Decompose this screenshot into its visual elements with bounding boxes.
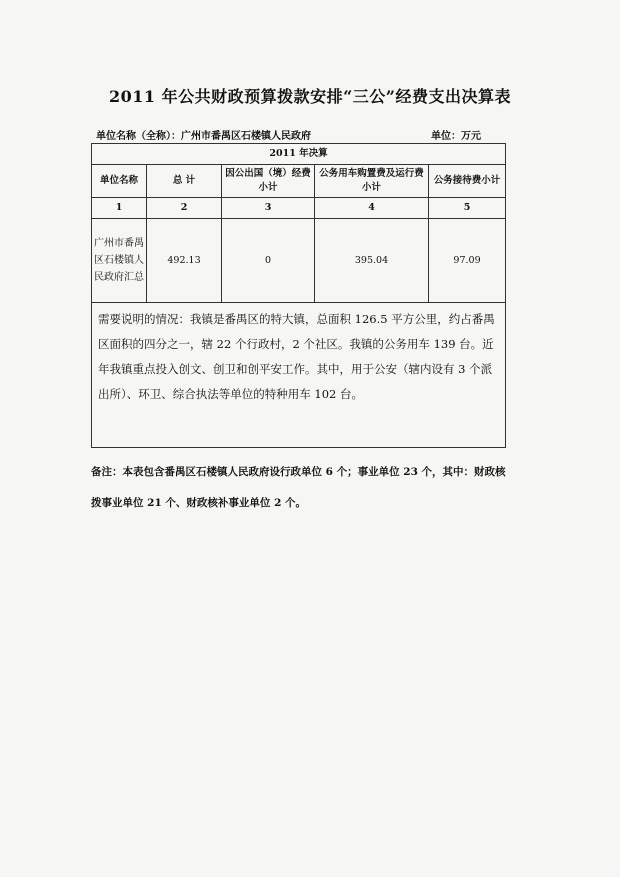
table-row <box>92 219 506 303</box>
row-total: 492.13 <box>147 219 222 303</box>
header-unit-name: 单位名称 <box>92 165 147 198</box>
document-title: 2011 年公共财政预算拨款安排“三公”经费支出决算表 <box>108 87 511 106</box>
header-vehicle: 公务用车购置费及运行费小计 <box>315 165 429 198</box>
table-header-row <box>92 165 506 198</box>
header-total: 总 计 <box>147 165 222 198</box>
col-number-1: 1 <box>92 198 147 219</box>
header-reception: 公务接待费小计 <box>429 165 506 198</box>
note-row <box>92 303 506 448</box>
note-text: 需要说明的情况：我镇是番禺区的特大镇，总面积 126.5 平方公里，约占番禺区面积的四分之一，辖 22 个行政村，2 个社区。我镇的公务用车 139 台。近年我镇重点投入创文、创卫和创平安工作。其中，用于公安（辖内设有 3 个派出所）、环卫、综合执法等单位的特种用车 102 台。 <box>92 303 506 448</box>
header-abroad: 因公出国（境）经费小计 <box>222 165 315 198</box>
row-unit-name: 广州市番禺区石楼镇人民政府汇总 <box>92 219 147 303</box>
remark-text: 备注：本表包含番禺区石楼镇人民政府设行政单位 6 个；事业单位 23 个，其中：财政核拨事业单位 21 个、财政核补事业单位 2 个。 <box>91 466 506 509</box>
row-abroad: 0 <box>222 219 315 303</box>
col-number-5: 5 <box>429 198 506 219</box>
table-group-header-row <box>92 144 506 165</box>
col-number-4: 4 <box>315 198 429 219</box>
money-unit-label: 单位：万元 <box>431 131 481 142</box>
col-number-3: 3 <box>222 198 315 219</box>
unit-name-label: 单位名称（全称）：广州市番禺区石楼镇人民政府 <box>96 131 311 142</box>
row-vehicle: 395.04 <box>315 219 429 303</box>
group-header: 2011 年决算 <box>92 144 506 165</box>
col-number-2: 2 <box>147 198 222 219</box>
row-reception: 97.09 <box>429 219 506 303</box>
expense-table <box>91 143 506 448</box>
column-number-row <box>92 198 506 219</box>
